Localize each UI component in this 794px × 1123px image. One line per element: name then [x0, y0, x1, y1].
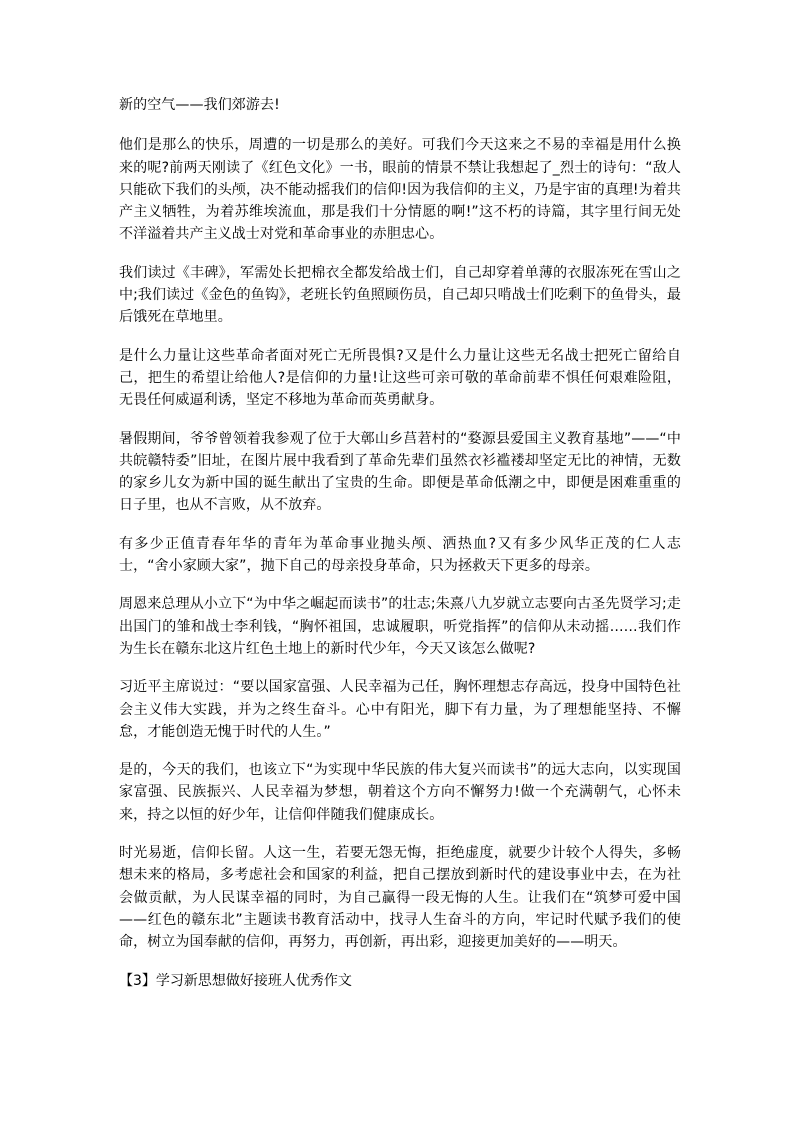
paragraph-3: 我们读过《丰碑》，军需处长把棉衣全都发给战士们，自己却穿着单薄的衣服冻死在雪山之中;我们读过《金色的鱼钩》，老班长钓鱼照顾伤员，自己却只啃战士们吃剩下的鱼骨头，最后饿死在草地里。 [119, 264, 681, 326]
paragraph-2: 他们是那么的快乐，周遭的一切是那么的美好。可我们今天这来之不易的幸福是用什么换来的呢?前两天刚读了《红色文化》一书，眼前的情景不禁让我想起了_烈士的诗句：“敌人只能砍下我们的头颅，决不能动摇我们的信仰!因为我信仰的主义，乃是宇宙的真理!为着共产主义牺牲，为着苏维埃流血，那是我们十分情愿的啊!”这不朽的诗篇，其字里行间无处不洋溢着共产主义战士对党和革命事业的赤胆忠心。 [119, 137, 681, 243]
paragraph-5: 暑假期间，爷爷曾领着我参观了位于大鄣山乡莒莙村的“婺源县爱国主义教育基地”——“中共皖赣特委”旧址，在图片展中我看到了革命先辈们虽然衣衫褴褛却坚定无比的神情，无数的家乡儿女为新中国的诞生献出了宝贵的生命。即便是革命低潮之中，即便是困难重重的日子里，也从不言败，从不放弃。 [119, 430, 681, 514]
paragraph-1: 新的空气——我们郊游去! [119, 97, 280, 113]
paragraph-7: 周恩来总理从小立下“为中华之崛起而读书”的壮志;朱熹八九岁就立志要向古圣先贤学习;走出国门的雏和战士李利钱，“胸怀祖国，忠诚履职，听党指挥”的信仰从未动摇……我们作为生长在赣东北这片红色土地上的新时代少年，今天又该怎么做呢? [119, 596, 681, 657]
section-heading: 【3】学习新思想做好接班人优秀作文 [119, 972, 352, 989]
paragraph-9: 是的，今天的我们，也该立下“为实现中华民族的伟大复兴而读书”的远大志向，以实现国家富强、民族振兴、人民幸福为梦想，朝着这个方向不懈努力!做一个充满朝气，心怀未来，持之以恒的好少年，让信仰伴随我们健康成长。 [119, 762, 681, 823]
paragraph-4: 是什么力量让这些革命者面对死亡无所畏惧?又是什么力量让这些无名战士把死亡留给自己，把生的希望让给他人?是信仰的力量!让这些可亲可敬的革命前辈不惧任何艰难险阻，无畏任何威逼利诱，坚定不移地为革命而英勇献身。 [119, 347, 681, 409]
document-body [119, 94, 681, 992]
paragraph-10: 时光易逝，信仰长留。人这一生，若要无怨无悔，拒绝虚度，就要少计较个人得失，多畅想未来的格局，多考虑社会和国家的利益，把自己摆放到新时代的建设事业中去，在为社会做贡献，为人民谋幸福的同时，为自己赢得一段无悔的人生。让我们在“筑梦可爱中国——红色的赣东北”主题读书教育活动中，找寻人生奋斗的方向，牢记时代赋予我们的使命，树立为国奉献的信仰，再努力，再创新，再出彩，迎接更加美好的——明天。 [119, 845, 681, 951]
paragraph-6: 有多少正值青春年华的青年为革命事业抛头颅、洒热血?又有多少风华正茂的仁人志士，“舍小家顾大家”，抛下自己的母亲投身革命，只为拯救天下更多的母亲。 [119, 535, 681, 575]
paragraph-8: 习近平主席说过：“要以国家富强、人民幸福为己任，胸怀理想志存高远，投身中国特色社会主义伟大实践，并为之终生奋斗。心中有阳光，脚下有力量，为了理想能坚持、不懈怠，才能创造无愧于时代的人生。” [119, 679, 681, 740]
